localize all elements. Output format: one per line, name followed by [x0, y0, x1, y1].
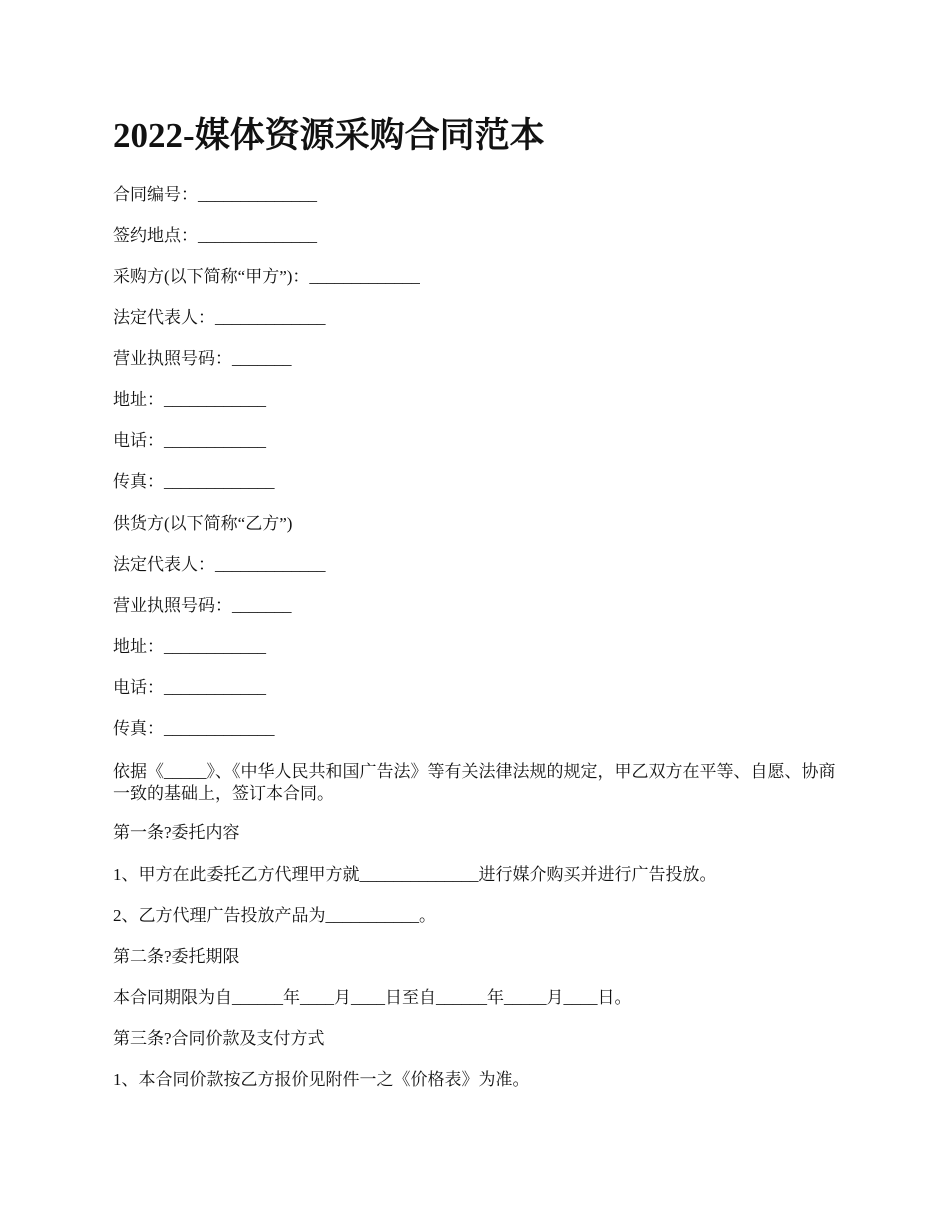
sign-place-line: 签约地点：______________: [113, 226, 317, 245]
article-3-heading: 第三条?合同价款及支付方式: [113, 1029, 325, 1048]
document-title: 2022-媒体资源采购合同范本: [113, 116, 545, 155]
party-a-phone-line: 电话：____________: [113, 431, 266, 450]
article-1-item-2: 2、乙方代理广告投放产品为___________。: [113, 906, 436, 925]
party-a-legal-rep-line: 法定代表人：_____________: [113, 308, 326, 327]
party-b-license-line: 营业执照号码：_______: [113, 596, 292, 615]
party-a-fax-line: 传真：_____________: [113, 472, 275, 491]
party-b-fax-line: 传真：_____________: [113, 719, 275, 738]
article-1-item-1: 1、甲方在此委托乙方代理甲方就______________进行媒介购买并进行广告投放。: [113, 865, 717, 884]
party-a-license-line: 营业执照号码：_______: [113, 349, 292, 368]
article-1-heading: 第一条?委托内容: [113, 823, 240, 842]
article-3-item-1: 1、本合同价款按乙方报价见附件一之《价格表》为准。: [113, 1070, 530, 1089]
contract-number-line: 合同编号：______________: [113, 185, 317, 204]
party-b-line: 供货方(以下简称“乙方”): [113, 514, 293, 533]
article-2-heading: 第二条?委托期限: [113, 947, 240, 966]
party-a-address-line: 地址：____________: [113, 390, 266, 409]
party-b-address-line: 地址：____________: [113, 637, 266, 656]
party-b-legal-rep-line: 法定代表人：_____________: [113, 555, 326, 574]
party-a-line: 采购方(以下简称“甲方”)：_____________: [113, 267, 420, 286]
article-2-text: 本合同期限为自______年____月____日至自______年_____月____日。: [113, 988, 632, 1007]
preamble-paragraph: 依据《_____》、《中华人民共和国广告法》等有关法律法规的规定，甲乙双方在平等、自愿、协商一致的基础上，签订本合同。: [113, 762, 836, 803]
party-b-phone-line: 电话：____________: [113, 678, 266, 697]
